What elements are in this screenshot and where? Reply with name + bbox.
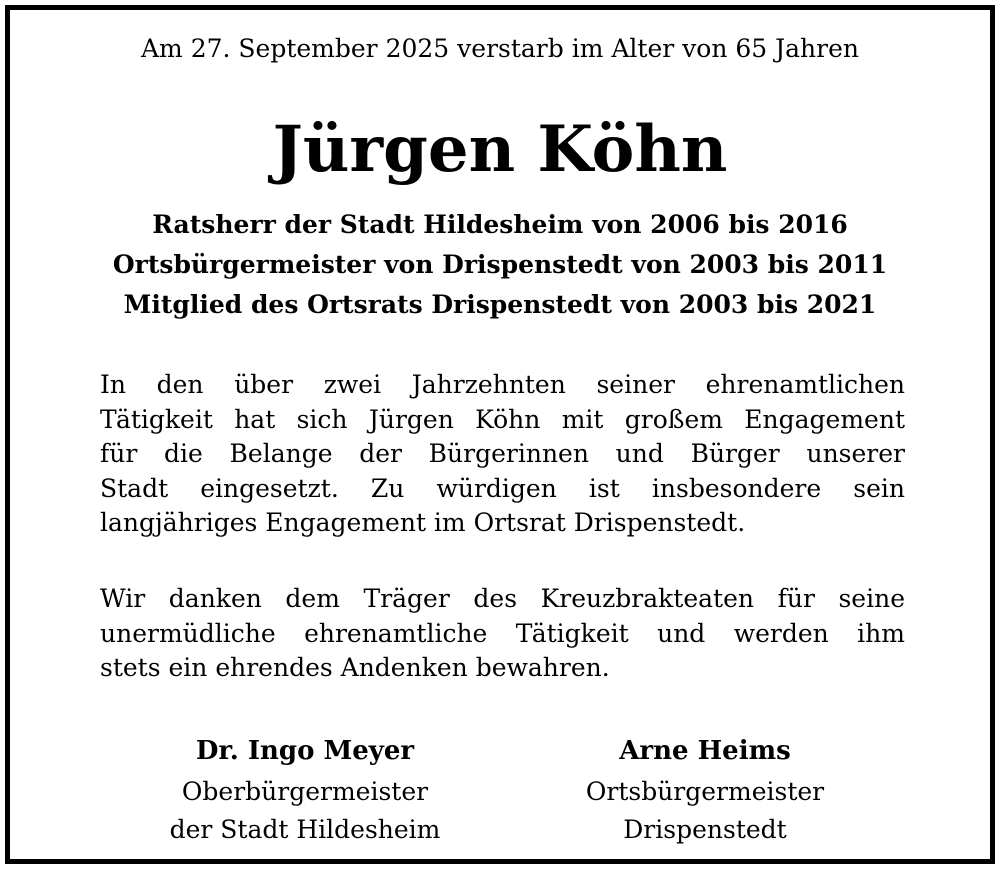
paragraph-line: für die Belange der Bürgerinnen und Bürger unserer [100, 439, 905, 468]
signer-block [115, 729, 495, 849]
paragraph-line: stets ein ehrendes Andenken bewahren. [100, 653, 610, 682]
signer-title: Ortsbürgermeister [585, 777, 825, 806]
obituary-notice [5, 5, 995, 864]
paragraph-line: Stadt eingesetzt. Zu würdigen ist insbesondere sein [100, 473, 905, 503]
office-line: Mitglied des Ortsrats Drispenstedt von 2003 bis 2021 [123, 290, 877, 319]
signer-title: Drispenstedt [623, 815, 787, 844]
signer-name: Dr. Ingo Meyer [195, 736, 415, 766]
paragraph-line: unermüdliche ehrenamtliche Tätigkeit und werden ihm [100, 618, 905, 648]
paragraph-line: Tätigkeit hat sich Jürgen Köhn mit großem Engagement [100, 404, 905, 434]
tribute-paragraph [100, 368, 905, 541]
office-line: Ratsherr der Stadt Hildesheim von 2006 bis 2016 [152, 210, 848, 239]
offices-list [10, 205, 990, 325]
signer-block [515, 729, 895, 849]
signer-name: Arne Heims [619, 736, 791, 766]
thanks-paragraph [100, 582, 905, 686]
paragraph-line: Wir danken dem Träger des Kreuzbrakteaten für seine [100, 584, 905, 613]
signer-title: der Stadt Hildesheim [169, 815, 441, 844]
paragraph-line: In den über zwei Jahrzehnten seiner ehrenamtlichen [100, 370, 905, 399]
office-line: Ortsbürgermeister von Drispenstedt von 2003 bis 2011 [112, 250, 888, 279]
paragraph-line: langjähriges Engagement im Ortsrat Drispenstedt. [100, 508, 746, 537]
intro-line: Am 27. September 2025 verstarb im Alter von 65 Jahren [141, 34, 859, 63]
deceased-name: Jürgen Köhn [272, 112, 728, 187]
signer-title: Oberbürgermeister [181, 777, 429, 806]
